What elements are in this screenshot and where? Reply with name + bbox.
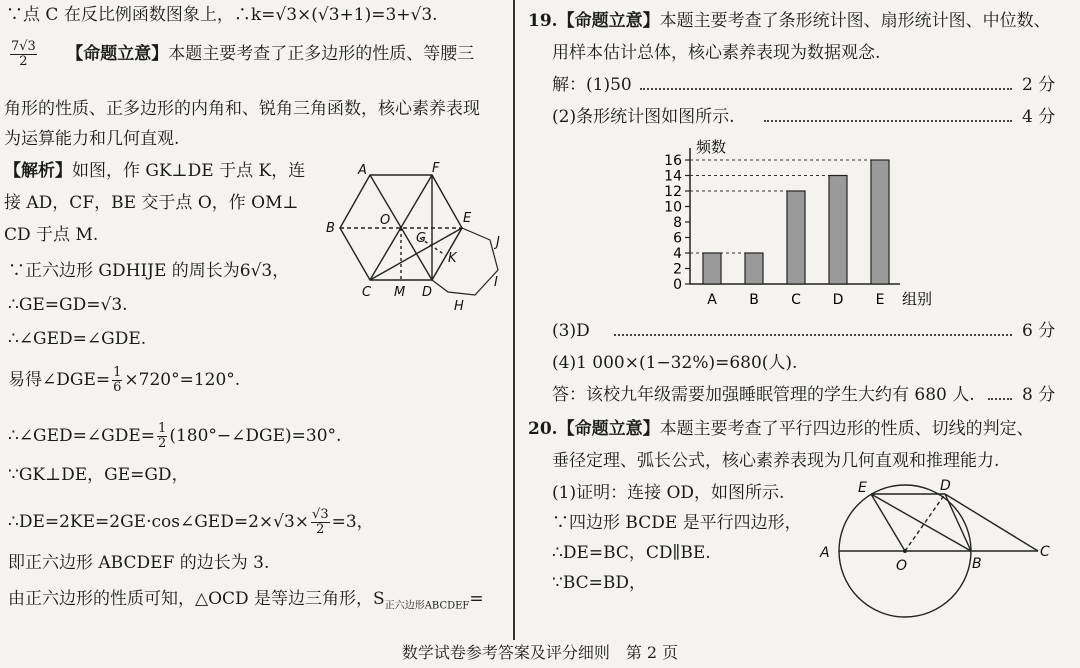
q20-line-1: 20.【命题立意】本题主要考查了平行四边形的性质、切线的判定、 (528, 419, 1034, 439)
y-tick-label: 14 (664, 168, 682, 185)
label-E: E (463, 211, 472, 226)
label-F: F (432, 161, 440, 176)
label-H: H (454, 299, 464, 314)
dot-leader (640, 88, 1012, 90)
bar-E (871, 160, 889, 284)
y-tick-label: 2 (673, 261, 682, 278)
label-O: O (896, 558, 908, 574)
y-tick-label: 10 (664, 199, 682, 216)
category-label-D: D (832, 292, 844, 308)
circle-figure (815, 470, 1065, 630)
label-B: B (972, 556, 982, 572)
label-C: C (362, 285, 372, 300)
left-line-12: ∴∠GED=∠GDE= $\frac{1}{2}$ (180°−∠DGE)=30°. (8, 421, 342, 451)
answer-fraction: $\frac{7√3}{2}$ (11, 39, 36, 69)
left-line-16: 由正六边形的性质可知，△OCD 是等边三角形，$S_{正六边形ABCDEF}=$ (8, 589, 484, 612)
q19-line-2: 用样本估计总体，核心素养表现为数据观念. (552, 43, 881, 63)
left-line-15: 即正六边形 ABCDEF 的边长为 3. (8, 553, 270, 573)
bar-chart (640, 132, 980, 312)
left-line-14: ∴DE=2KE=2GE·cos∠GED=2×√3× $\frac{√3}{2}$ =3， (8, 507, 374, 537)
q20-proof-2: ∵四边形 BCDE 是平行四边形， (552, 513, 802, 533)
rationale-tag: 【命题立意】 (66, 44, 169, 64)
left-line-8: ∵正六边形 GDHIJE 的周长为6√3， (8, 261, 290, 281)
y-tick-label: 16 (664, 153, 682, 169)
label-D: D (940, 478, 951, 494)
y-tick-label: 6 (673, 230, 682, 247)
label-D: D (422, 285, 433, 300)
hexagon-figure (320, 160, 520, 320)
q19-answer-4: (4)1 000×(1−32%)=680(人). (552, 353, 798, 373)
y-tick-label: 12 (664, 184, 682, 200)
q20-proof-1: (1)证明：连接 OD，如图所示. (552, 483, 785, 503)
q20-proof-3: ∴DE=BC，CD∥BE. (552, 543, 711, 563)
bar-B (745, 253, 763, 284)
column-divider (513, 0, 515, 640)
left-line-4: 为运算能力和几何直观. (4, 129, 180, 149)
q19-score-2: 4 分 (1022, 107, 1056, 127)
label-K: K (448, 251, 457, 266)
left-line-9: ∴GE=GD=√3. (8, 295, 128, 315)
label-B: B (326, 221, 335, 236)
y-tick-label: 8 (673, 215, 682, 231)
label-M: M (394, 285, 406, 300)
label-E: E (858, 480, 867, 496)
label-O: O (380, 213, 391, 228)
category-label-E: E (875, 292, 885, 308)
left-line-2 (8, 40, 474, 69)
left-line-5: 【解析】如图，作 GK⊥DE 于点 K，连 (4, 161, 306, 181)
dot-leader (988, 398, 1012, 400)
left-line-13: ∵GK⊥DE，GE=GD， (8, 465, 189, 485)
category-label-C: C (791, 292, 801, 308)
label-J: J (496, 235, 500, 250)
category-label-B: B (749, 292, 759, 308)
q19-answer-3: (3)D (552, 321, 590, 341)
y-axis-label: 频数 (696, 138, 727, 156)
bar-A (703, 253, 721, 284)
q20-proof-4: ∵BC=BD， (552, 573, 646, 593)
x-axis-label: 组别 (902, 290, 933, 308)
bar-C (787, 191, 805, 284)
q19-answer-2: (2)条形统计图如图所示. (552, 107, 735, 127)
q19-score-4: 8 分 (1022, 385, 1056, 405)
label-C: C (1040, 544, 1050, 560)
q19-answer-1: 解：(1)50 (552, 75, 632, 95)
left-line-7: CD 于点 M. (4, 225, 99, 245)
y-tick-label: 0 (673, 277, 682, 293)
dot-leader (764, 120, 1012, 122)
label-G: G (416, 231, 427, 246)
rationale-text: 本题主要考查了正多边形的性质、等腰三 (168, 44, 475, 64)
label-A: A (820, 545, 830, 561)
q19-conclusion: 答：该校九年级需要加强睡眠管理的学生大约有 680 人. (552, 385, 975, 405)
q19-score-3: 6 分 (1022, 321, 1056, 341)
left-line-1: ∵点 C 在反比例函数图象上，∴k=√3×(√3+1)=3+√3. (6, 5, 438, 25)
q20-line-2: 垂径定理、弧长公式，核心素养表现为几何直观和推理能力. (552, 451, 1000, 471)
page-footer: 数学试卷参考答案及评分细则 第 2 页 (401, 643, 679, 662)
label-A: A (358, 163, 367, 178)
left-line-10: ∴∠GED=∠GDE. (8, 329, 147, 349)
q19-score-1: 2 分 (1022, 75, 1056, 95)
q19-line-1: 19.【命题立意】本题主要考查了条形统计图、扇形统计图、中位数、 (528, 11, 1051, 31)
y-tick-label: 4 (673, 246, 682, 262)
left-line-11: 易得∠DGE= $\frac{1}{6}$ ×720°=120°. (8, 365, 241, 395)
label-I: I (494, 275, 498, 290)
left-line-3: 角形的性质、正多边形的内角和、锐角三角函数，核心素养表现 (4, 99, 480, 119)
dot-leader (614, 334, 1012, 336)
bar-D (829, 176, 847, 285)
category-label-A: A (707, 292, 717, 308)
left-line-6: 接 AD，CF，BE 交于点 O，作 OM⊥ (4, 193, 299, 213)
